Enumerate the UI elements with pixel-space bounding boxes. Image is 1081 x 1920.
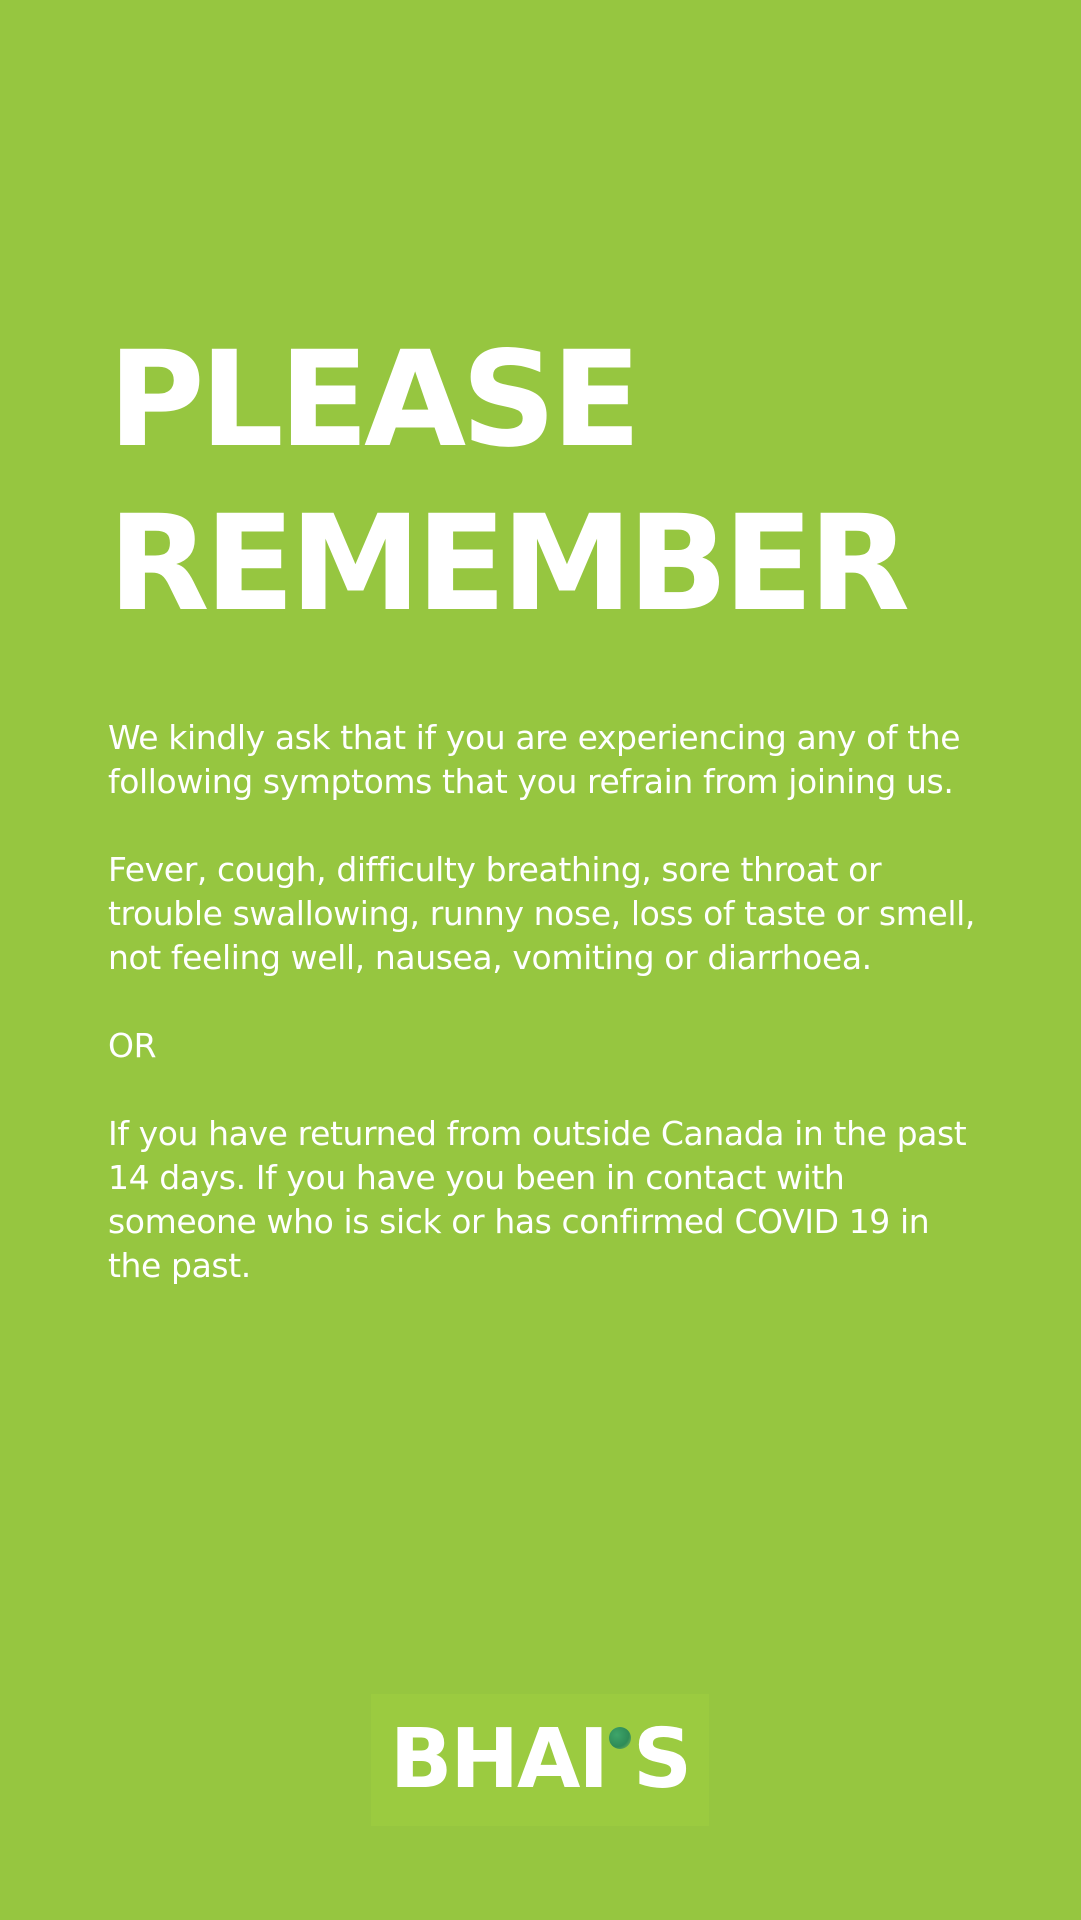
bhais-logo — [371, 1694, 709, 1826]
travel-contact-paragraph: If you have returned from outside Canada in the past 14 days. If you have you been in contact with someone who is sick or has confirmed COVID 19 in the past. — [108, 1114, 967, 1285]
notice-body — [108, 716, 988, 1332]
headline-line-2: REMEMBER — [108, 487, 906, 641]
intro-paragraph: We kindly ask that if you are experiencing any of the following symptoms that you refrain from joining us. — [108, 718, 961, 801]
symptoms-paragraph: Fever, cough, difficulty breathing, sore throat or trouble swallowing, runny nose, loss of taste or smell, not feeling well, nausea, vomiting or diarrhoea. — [108, 850, 975, 977]
headline-line-1: PLEASE — [108, 323, 637, 477]
logo-text-right: S — [633, 1712, 691, 1807]
green-dot-icon — [609, 1727, 631, 1749]
headline — [108, 318, 905, 646]
or-separator: OR — [108, 1026, 157, 1065]
logo-wordmark — [389, 1712, 691, 1807]
logo-text-left: BHAI — [389, 1712, 608, 1807]
